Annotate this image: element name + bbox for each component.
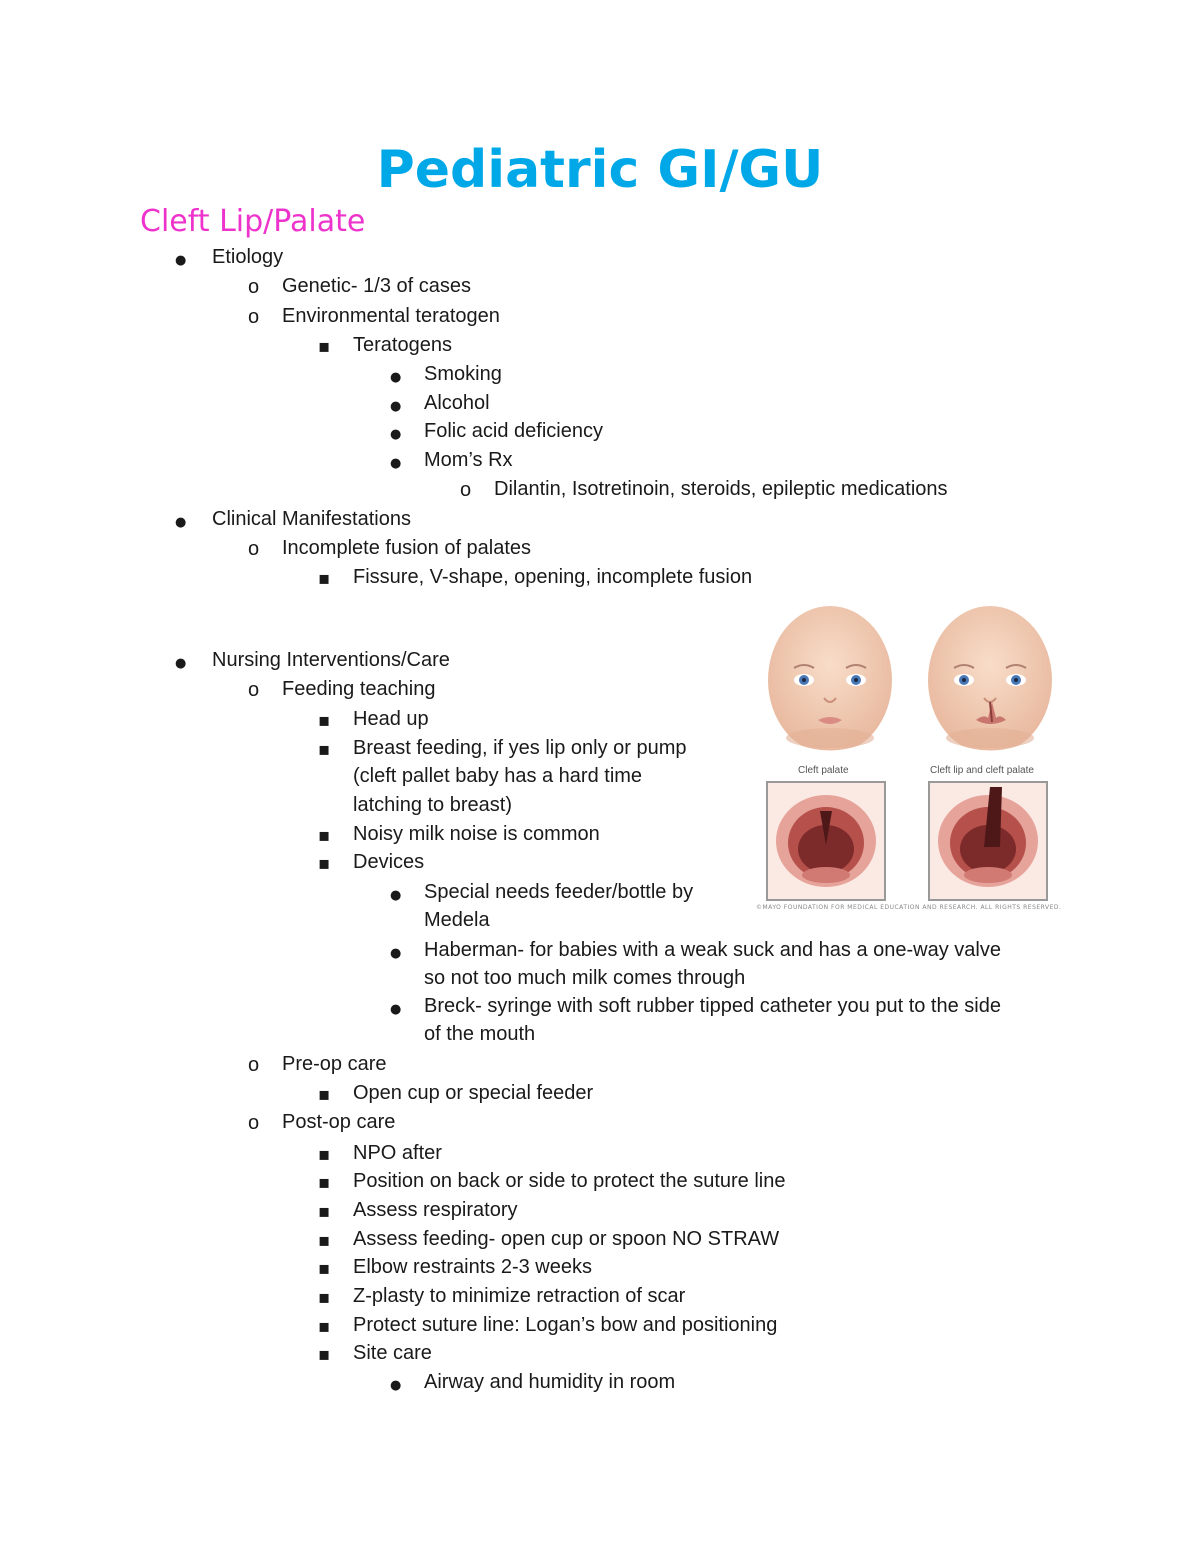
palate-view-cleft-lip-palate (928, 781, 1048, 901)
list-item: Nursing Interventions/Care (212, 649, 450, 671)
list-item: Alcohol (424, 392, 490, 414)
palate-view-cleft-palate (766, 781, 886, 901)
bullet-marker (248, 1108, 259, 1137)
bullet-marker (318, 1282, 330, 1312)
list-item: Teratogens (353, 334, 452, 356)
list-item: Smoking (424, 363, 502, 385)
list-item: Environmental teratogen (282, 305, 500, 327)
bullet-marker (318, 1139, 330, 1169)
list-item: Clinical Manifestations (212, 508, 411, 530)
caption-cleft-lip-palate: Cleft lip and cleft palate (930, 765, 1034, 776)
bullet-marker (318, 1079, 330, 1109)
baby-face-cleft-palate-illustration (760, 598, 900, 758)
list-item: Breast feeding, if yes lip only or pump (353, 737, 687, 759)
list-item: Folic acid deficiency (424, 420, 603, 442)
list-item: Mom’s Rx (424, 449, 513, 471)
bullet-marker (318, 1311, 330, 1341)
list-item: Breck- syringe with soft rubber tipped catheter you put to the side (424, 995, 1001, 1017)
bullet-marker (318, 1253, 330, 1283)
bullet-marker (390, 417, 401, 449)
list-item: Etiology (212, 246, 284, 268)
list-item: Haberman- for babies with a weak suck and has a one-way valve (424, 939, 1001, 961)
list-item: Pre-op care (282, 1053, 387, 1075)
bullet-marker (318, 563, 330, 593)
image-credit: ©MAYO FOUNDATION FOR MEDICAL EDUCATION AND RESEARCH. ALL RIGHTS RESERVED. (756, 904, 1062, 911)
bullet-marker (318, 734, 330, 764)
list-item: Open cup or special feeder (353, 1082, 594, 1104)
bullet-marker (248, 534, 259, 563)
bullet-marker (318, 1339, 330, 1369)
list-item: Devices (353, 851, 425, 873)
bullet-marker (248, 272, 259, 301)
bullet-marker (318, 820, 330, 850)
list-item: Head up (353, 708, 429, 730)
bullet-marker (248, 302, 259, 331)
bullet-marker (318, 1225, 330, 1255)
bullet-marker (175, 243, 186, 275)
bullet-marker (460, 475, 471, 504)
list-item-continuation: latching to breast) (353, 794, 512, 816)
list-item: Fissure, V-shape, opening, incomplete fusion (353, 566, 753, 588)
list-item-continuation: (cleft pallet baby has a hard time (353, 765, 643, 787)
bullet-marker (390, 446, 401, 478)
list-item: Feeding teaching (282, 678, 436, 700)
list-item: Special needs feeder/bottle by (424, 881, 694, 903)
bullet-marker (248, 1050, 259, 1079)
section-heading: Cleft Lip/Palate (140, 204, 366, 239)
bullet-marker (318, 1167, 330, 1197)
bullet-marker (175, 646, 186, 678)
bullet-marker (248, 675, 259, 704)
bullet-marker (390, 992, 401, 1024)
cleft-illustration (752, 598, 1062, 916)
list-item: Z-plasty to minimize retraction of scar (353, 1285, 686, 1307)
list-item: Post-op care (282, 1111, 396, 1133)
list-item: Genetic- 1/3 of cases (282, 275, 471, 297)
page-title: Pediatric GI/GU (376, 140, 824, 200)
list-item: Dilantin, Isotretinoin, steroids, epileptic medications (494, 478, 948, 500)
bullet-marker (318, 331, 330, 361)
list-item: Site care (353, 1342, 432, 1364)
baby-face-cleft-lip-palate-illustration (920, 598, 1060, 758)
list-item-continuation: of the mouth (424, 1023, 536, 1045)
bullet-marker (390, 936, 401, 968)
list-item: Elbow restraints 2-3 weeks (353, 1256, 592, 1278)
bullet-marker (175, 505, 186, 537)
bullet-marker (390, 360, 401, 392)
list-item-continuation: Medela (424, 909, 490, 931)
bullet-marker (390, 1368, 401, 1400)
bullet-marker (318, 1196, 330, 1226)
list-item: Incomplete fusion of palates (282, 537, 532, 559)
bullet-marker (318, 848, 330, 878)
list-item: Position on back or side to protect the suture line (353, 1170, 786, 1192)
list-item: Assess respiratory (353, 1199, 518, 1221)
open-mouth-cleft-palate-illustration (768, 783, 884, 899)
bullet-marker (318, 705, 330, 735)
list-item: Noisy milk noise is common (353, 823, 600, 845)
caption-cleft-palate: Cleft palate (798, 765, 849, 776)
open-mouth-cleft-lip-palate-illustration (930, 783, 1046, 899)
list-item: Airway and humidity in room (424, 1371, 676, 1393)
list-item-continuation: so not too much milk comes through (424, 967, 746, 989)
list-item: Protect suture line: Logan’s bow and positioning (353, 1314, 778, 1336)
list-item: Assess feeding- open cup or spoon NO STRAW (353, 1228, 780, 1250)
list-item: NPO after (353, 1142, 442, 1164)
bullet-marker (390, 878, 401, 910)
